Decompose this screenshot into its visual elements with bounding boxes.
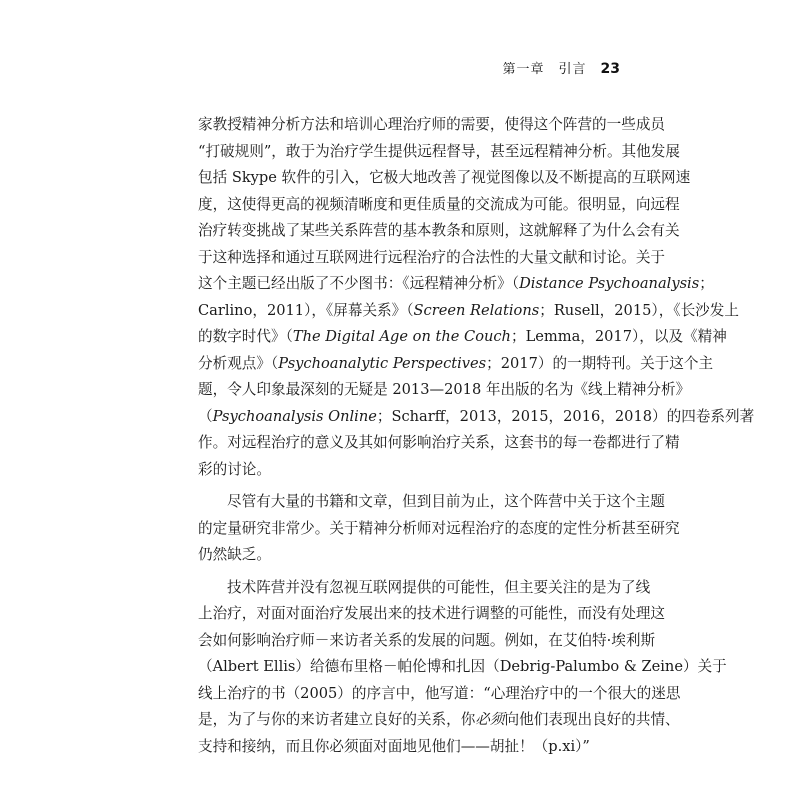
text-line: 家教授精神分析方法和培训心理治疗师的需要，使得这个阵营的一些成员 (198, 116, 666, 133)
text-line: 治疗转变挑战了某些关系阵营的基本教条和原则，这就解释了为什么会有关 (198, 222, 680, 239)
running-head (503, 58, 621, 77)
text-line: 技术阵营并没有忽视互联网提供的可能性，但主要关注的是为了线 (227, 578, 651, 596)
text-line: 会如何影响治疗师－来访者关系的发展的问题。例如，在艾伯特·埃利斯 (198, 631, 656, 649)
text-line: 彩的讨论。 (198, 460, 271, 478)
page-number: 23 (600, 61, 620, 77)
text-line: 这个主题已经出版了不少图书：《远程精神分析》（Distance Psychoanalysis； (198, 275, 714, 292)
text-line: 的定量研究非常少。关于精神分析师对远程治疗的态度的定性分析甚至研究 (198, 519, 680, 537)
text-line: 分析观点》（Psychoanalytic Perspectives；2017）的一期特刊。关于这个主 (198, 354, 714, 372)
text-line: “打破规则”，敢于为治疗学生提供远程督导，甚至远程精神分析。其他发展 (198, 142, 680, 160)
body-text (198, 112, 755, 760)
text-line: 的数字时代》（The Digital Age on the Couch；Lemma，2017），以及《精神 (198, 328, 727, 345)
text-line: Carlino，2011），《屏幕关系》（Screen Relations；Rusell，2015），《长沙发上 (198, 301, 739, 319)
text-line: 包括 Skype 软件的引入，它极大地改善了视觉图像以及不断提高的互联网速 (198, 169, 691, 186)
text-line: 尽管有大量的书籍和文章，但到目前为止，这个阵营中关于这个主题 (227, 493, 665, 510)
text-line: 上治疗，对面对面治疗发展出来的技术进行调整的可能性，而没有处理这 (198, 605, 666, 622)
text-line: 仍然缺乏。 (198, 546, 271, 563)
text-line: （Psychoanalysis Online；Scharff，2013，2015，2016，2018）的四卷系列著 (198, 407, 755, 425)
text-line: 支持和接纳，而且你必须面对面地见他们——胡扯！（p.xi）” (198, 737, 590, 755)
text-line: 线上治疗的书（2005）的序言中，他写道：“心理治疗中的一个很大的迷思 (198, 684, 681, 702)
paragraph (198, 489, 680, 569)
text-line: 是，为了与你的来访者建立良好的关系，你必须向他们表现出良好的共情、 (198, 711, 680, 728)
text-line: 题，令人印象最深刻的无疑是 2013—2018 年出版的名为《线上精神分析》 (198, 381, 691, 398)
text-line: （Albert Ellis）给德布里格－帕伦博和扎因（Debrig-Palumbo & Zeine）关于 (198, 658, 727, 675)
paragraph (198, 112, 755, 483)
chapter-title: 第一章 引言 (502, 62, 587, 77)
text-line: 于这种选择和通过互联网进行远程治疗的合法性的大量文献和讨论。关于 (198, 248, 666, 266)
text-line: 作。对远程治疗的意义及其如何影响治疗关系，这套书的每一卷都进行了精 (198, 434, 680, 451)
text-line: 度，这使得更高的视频清晰度和更佳质量的交流成为可能。很明显，向远程 (198, 195, 680, 213)
paragraph (198, 575, 727, 761)
